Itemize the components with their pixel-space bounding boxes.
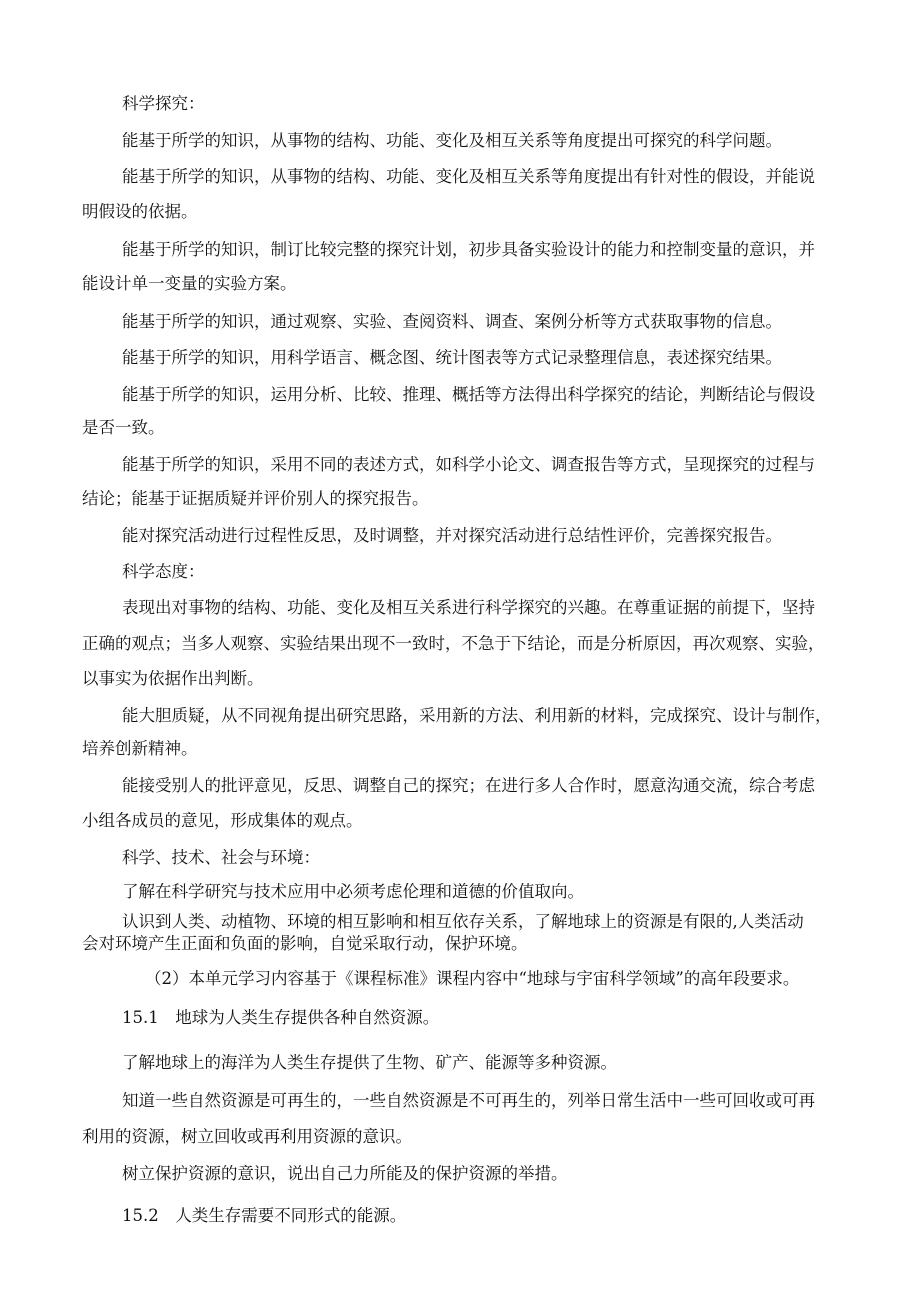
paragraph-line: 明假设的依据。: [82, 202, 198, 221]
section-intro-line: （2）本单元学习内容基于《课程标准》课程内容中“地球与宇宙科学领域”的高年段要求。: [145, 969, 800, 988]
paragraph-line: 知道一些自然资源是可再生的，一些自然资源是不可再生的，列举日常生活中一些可回收或可再: [122, 1091, 815, 1110]
paragraph-line: 能基于所学的知识，采用不同的表述方式，如科学小论文、调查报告等方式，呈现探究的过程与: [122, 455, 815, 474]
paragraph-line: 能基于所学的知识，通过观察、实验、查阅资料、调查、案例分析等方式获取事物的信息。: [122, 312, 782, 331]
paragraph-line: 能大胆质疑，从不同视角提出研究思路，采用新的方法、利用新的材料，完成探究、设计与制作，: [122, 706, 832, 725]
paragraph-line: 培养创新精神。: [82, 739, 198, 758]
paragraph-line: 能基于所学的知识，用科学语言、概念图、统计图表等方式记录整理信息，表述探究结果。: [122, 348, 782, 367]
paragraph-line: 了解地球上的海洋为人类生存提供了生物、矿产、能源等多种资源。: [122, 1053, 617, 1072]
paragraph-line: 能对探究活动进行过程性反思，及时调整，并对探究活动进行总结性评价，完善探究报告。: [122, 526, 782, 545]
paragraph-line: 能基于所学的知识，从事物的结构、功能、变化及相互关系等角度提出有针对性的假设，并能说: [122, 167, 815, 186]
paragraph-line: 正确的观点；当多人观察、实验结果出现不一致时，不急于下结论，而是分析原因，再次观察、实验，: [82, 634, 825, 653]
paragraph-line: 会对环境产生正面和负面的影响，自觉采取行动，保护环境。: [82, 934, 528, 953]
paragraph-line: 表现出对事物的结构、功能、变化及相互关系进行科学探究的兴趣。在尊重证据的前提下，坚持: [122, 598, 815, 617]
paragraph-line: 小组各成员的意见，形成集体的观点。: [82, 811, 363, 830]
paragraph-line: 结论；能基于证据质疑并评价别人的探究报告。: [82, 489, 429, 508]
paragraph-line: 树立保护资源的意识，说出自己力所能及的保护资源的举措。: [122, 1164, 568, 1183]
paragraph-line: 利用的资源，树立回收或再利用资源的意识。: [82, 1127, 412, 1146]
paragraph-line: 了解在科学研究与技术应用中必须考虑伦理和道德的价值取向。: [122, 882, 584, 901]
paragraph-line: 是否一致。: [82, 418, 165, 437]
paragraph-line: 认识到人类、动植物、环境的相互影响和相互依存关系，了解地球上的资源是有限的,人类活动: [122, 912, 804, 931]
paragraph-line: 能接受别人的批评意见，反思、调整自己的探究；在进行多人合作时，愿意沟通交流，综合考虑: [122, 776, 815, 795]
subsection-heading-15-1: 15.1 地球为人类生存提供各种自然资源。: [122, 1008, 440, 1027]
paragraph-line: 能基于所学的知识，运用分析、比较、推理、概括等方法得出科学探究的结论，判断结论与假设: [122, 385, 815, 404]
heading-science-inquiry: 科学探究：: [122, 94, 205, 113]
heading-science-technology-society: 科学、技术、社会与环境：: [122, 848, 320, 867]
paragraph-line: 以事实为依据作出判断。: [82, 669, 264, 688]
paragraph-line: 能设计单一变量的实验方案。: [82, 274, 297, 293]
heading-science-attitude: 科学态度：: [122, 562, 205, 581]
subsection-heading-15-2: 15.2 人类生存需要不同形式的能源。: [122, 1206, 407, 1225]
paragraph-line: 能基于所学的知识，制订比较完整的探究计划，初步具备实验设计的能力和控制变量的意识，并: [122, 240, 815, 259]
paragraph-line: 能基于所学的知识，从事物的结构、功能、变化及相互关系等角度提出可探究的科学问题。: [122, 131, 782, 150]
